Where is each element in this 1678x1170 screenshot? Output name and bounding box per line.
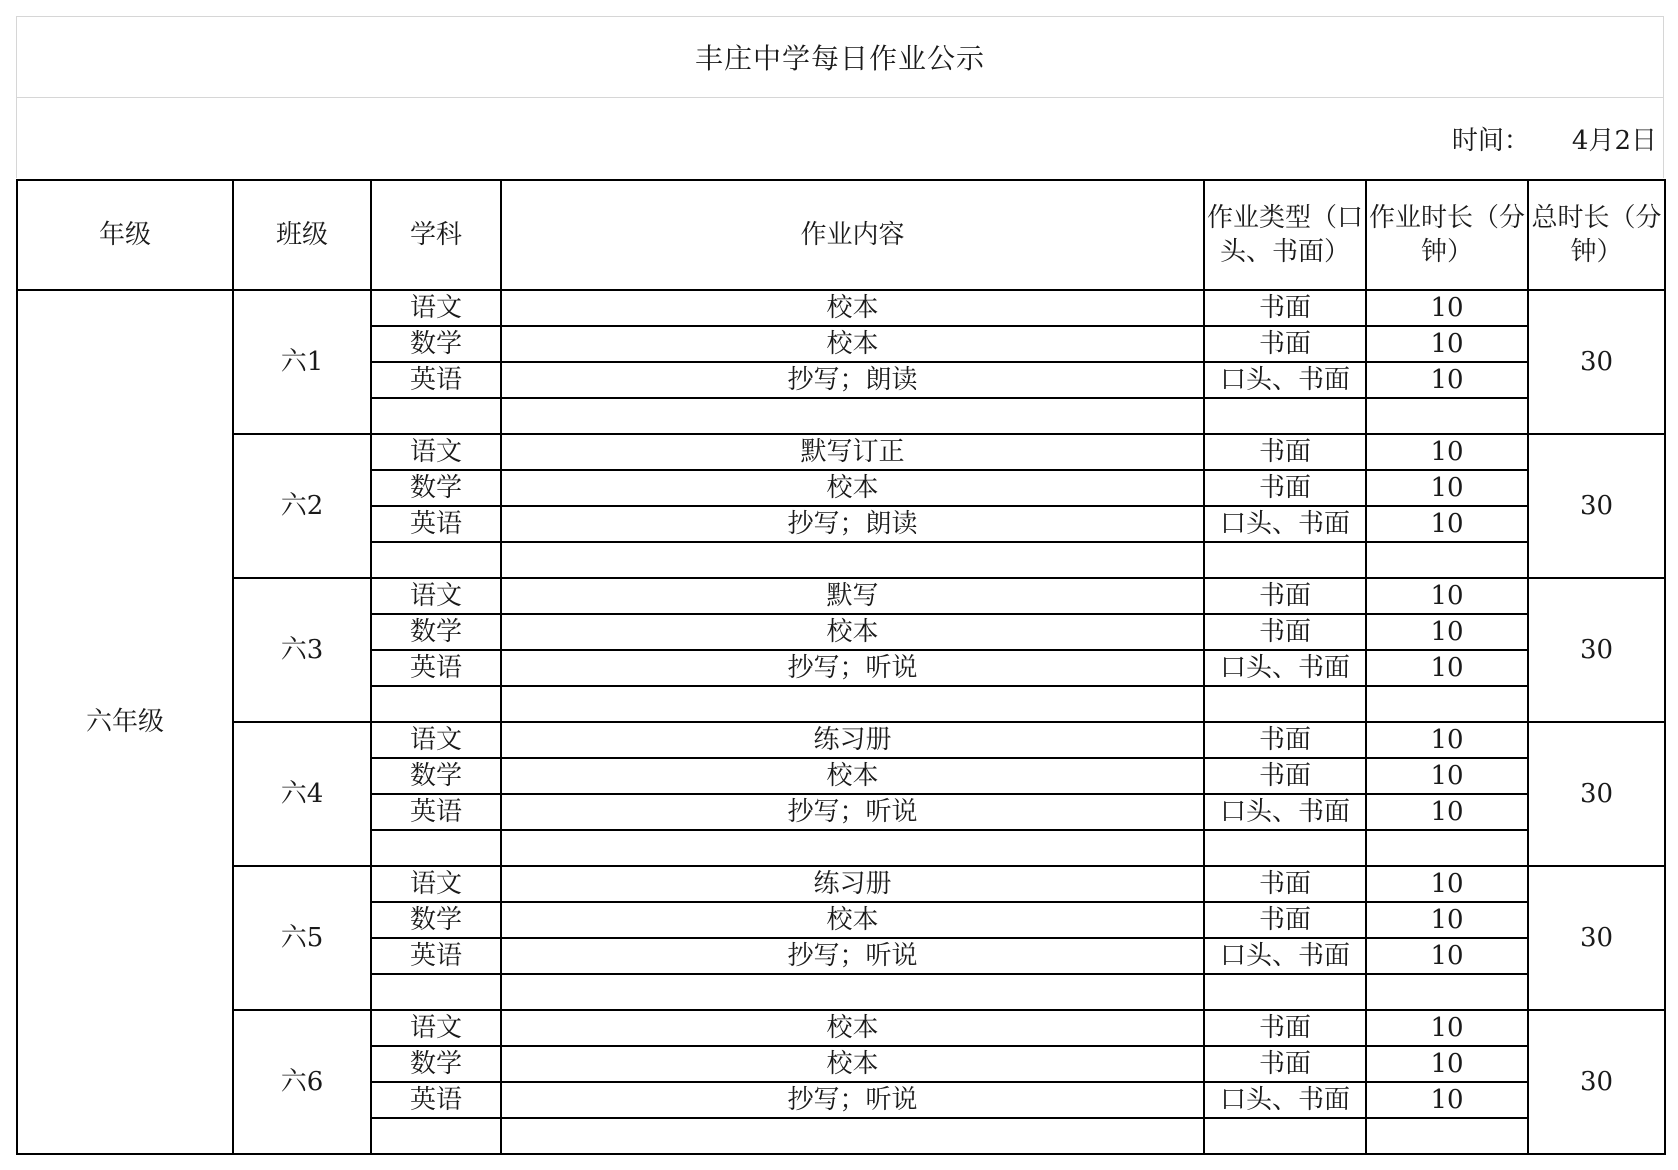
minutes-cell: 10 xyxy=(1366,434,1528,470)
table-row xyxy=(17,1010,1665,1046)
type-cell: 书面 xyxy=(1204,722,1366,758)
type-cell: 书面 xyxy=(1204,902,1366,938)
subject-cell: 数学 xyxy=(371,470,501,506)
content-cell xyxy=(501,686,1204,722)
content-cell: 抄写；听说 xyxy=(501,794,1204,830)
minutes-cell: 10 xyxy=(1366,938,1528,974)
table-row xyxy=(17,866,1665,902)
homework-table xyxy=(16,179,1666,1155)
subject-cell: 语文 xyxy=(371,290,501,326)
table-body xyxy=(17,290,1665,1154)
total-cell: 30 xyxy=(1528,434,1665,578)
minutes-cell: 10 xyxy=(1366,506,1528,542)
type-cell: 口头、书面 xyxy=(1204,362,1366,398)
type-cell: 书面 xyxy=(1204,290,1366,326)
content-cell: 练习册 xyxy=(501,866,1204,902)
minutes-cell: 10 xyxy=(1366,866,1528,902)
content-cell: 默写订正 xyxy=(501,434,1204,470)
content-cell xyxy=(501,830,1204,866)
subject-cell: 英语 xyxy=(371,506,501,542)
header-type: 作业类型（口头、书面） xyxy=(1204,180,1366,290)
subject-cell: 英语 xyxy=(371,362,501,398)
type-cell: 书面 xyxy=(1204,614,1366,650)
subject-cell: 数学 xyxy=(371,1046,501,1082)
total-cell: 30 xyxy=(1528,866,1665,1010)
class-cell: 六4 xyxy=(233,722,371,866)
content-cell: 练习册 xyxy=(501,722,1204,758)
content-cell: 校本 xyxy=(501,614,1204,650)
sheet-title xyxy=(16,16,1664,98)
subject-cell: 语文 xyxy=(371,722,501,758)
type-cell: 书面 xyxy=(1204,434,1366,470)
subject-cell: 英语 xyxy=(371,650,501,686)
content-cell: 校本 xyxy=(501,1046,1204,1082)
type-cell: 口头、书面 xyxy=(1204,650,1366,686)
minutes-cell: 10 xyxy=(1366,614,1528,650)
type-cell: 口头、书面 xyxy=(1204,506,1366,542)
minutes-cell xyxy=(1366,974,1528,1010)
subject-cell: 数学 xyxy=(371,326,501,362)
type-cell xyxy=(1204,830,1366,866)
type-cell xyxy=(1204,542,1366,578)
content-cell: 抄写；听说 xyxy=(501,1082,1204,1118)
minutes-cell: 10 xyxy=(1366,578,1528,614)
header-subject: 学科 xyxy=(371,180,501,290)
subject-cell: 数学 xyxy=(371,758,501,794)
minutes-cell xyxy=(1366,686,1528,722)
table-row xyxy=(17,290,1665,326)
minutes-cell: 10 xyxy=(1366,326,1528,362)
type-cell: 书面 xyxy=(1204,326,1366,362)
subject-cell: 数学 xyxy=(371,614,501,650)
class-cell: 六2 xyxy=(233,434,371,578)
total-cell: 30 xyxy=(1528,1010,1665,1154)
type-cell xyxy=(1204,398,1366,434)
class-cell: 六5 xyxy=(233,866,371,1010)
total-cell: 30 xyxy=(1528,722,1665,866)
subject-cell: 英语 xyxy=(371,794,501,830)
class-cell: 六1 xyxy=(233,290,371,434)
subject-cell: 语文 xyxy=(371,866,501,902)
type-cell: 书面 xyxy=(1204,578,1366,614)
minutes-cell: 10 xyxy=(1366,470,1528,506)
total-cell: 30 xyxy=(1528,290,1665,434)
type-cell: 口头、书面 xyxy=(1204,794,1366,830)
subject-cell xyxy=(371,974,501,1010)
class-cell: 六6 xyxy=(233,1010,371,1154)
minutes-cell xyxy=(1366,830,1528,866)
subject-cell xyxy=(371,542,501,578)
minutes-cell xyxy=(1366,398,1528,434)
header-content: 作业内容 xyxy=(501,180,1204,290)
content-cell: 默写 xyxy=(501,578,1204,614)
content-cell: 校本 xyxy=(501,470,1204,506)
content-cell: 校本 xyxy=(501,902,1204,938)
type-cell xyxy=(1204,686,1366,722)
content-cell: 抄写；朗读 xyxy=(501,362,1204,398)
subject-cell xyxy=(371,686,501,722)
minutes-cell: 10 xyxy=(1366,794,1528,830)
table-row xyxy=(17,578,1665,614)
header-grade: 年级 xyxy=(17,180,233,290)
content-cell: 抄写；听说 xyxy=(501,938,1204,974)
date-row xyxy=(16,98,1664,178)
table-row xyxy=(17,434,1665,470)
subject-cell: 语文 xyxy=(371,1010,501,1046)
content-cell: 校本 xyxy=(501,326,1204,362)
sheet-title-text: 丰庄中学每日作业公示 xyxy=(694,42,985,75)
subject-cell xyxy=(371,830,501,866)
subject-cell: 英语 xyxy=(371,1082,501,1118)
minutes-cell: 10 xyxy=(1366,1046,1528,1082)
minutes-cell: 10 xyxy=(1366,1082,1528,1118)
total-cell: 30 xyxy=(1528,578,1665,722)
content-cell xyxy=(501,1118,1204,1154)
header-total: 总时长（分钟） xyxy=(1528,180,1665,290)
header-class: 班级 xyxy=(233,180,371,290)
type-cell: 书面 xyxy=(1204,866,1366,902)
table-row xyxy=(17,722,1665,758)
minutes-cell xyxy=(1366,542,1528,578)
grade-cell: 六年级 xyxy=(17,290,233,1154)
header-duration: 作业时长（分钟） xyxy=(1366,180,1528,290)
content-cell xyxy=(501,542,1204,578)
subject-cell: 数学 xyxy=(371,902,501,938)
minutes-cell: 10 xyxy=(1366,902,1528,938)
minutes-cell: 10 xyxy=(1366,362,1528,398)
subject-cell: 英语 xyxy=(371,938,501,974)
type-cell: 口头、书面 xyxy=(1204,938,1366,974)
content-cell xyxy=(501,974,1204,1010)
date-label: 时间： xyxy=(1451,125,1530,156)
type-cell: 书面 xyxy=(1204,1046,1366,1082)
minutes-cell: 10 xyxy=(1366,1010,1528,1046)
subject-cell: 语文 xyxy=(371,578,501,614)
content-cell: 抄写；朗读 xyxy=(501,506,1204,542)
type-cell xyxy=(1204,1118,1366,1154)
type-cell: 书面 xyxy=(1204,1010,1366,1046)
content-cell: 校本 xyxy=(501,758,1204,794)
content-cell xyxy=(501,398,1204,434)
type-cell: 书面 xyxy=(1204,758,1366,794)
type-cell: 书面 xyxy=(1204,470,1366,506)
class-cell: 六3 xyxy=(233,578,371,722)
subject-cell xyxy=(371,1118,501,1154)
minutes-cell: 10 xyxy=(1366,758,1528,794)
minutes-cell: 10 xyxy=(1366,290,1528,326)
content-cell: 校本 xyxy=(501,290,1204,326)
type-cell: 口头、书面 xyxy=(1204,1082,1366,1118)
minutes-cell: 10 xyxy=(1366,650,1528,686)
subject-cell: 语文 xyxy=(371,434,501,470)
content-cell: 抄写；听说 xyxy=(501,650,1204,686)
type-cell xyxy=(1204,974,1366,1010)
date-value: 4月2日 xyxy=(1571,125,1657,156)
header-row xyxy=(17,180,1665,290)
content-cell: 校本 xyxy=(501,1010,1204,1046)
minutes-cell: 10 xyxy=(1366,722,1528,758)
subject-cell xyxy=(371,398,501,434)
minutes-cell xyxy=(1366,1118,1528,1154)
